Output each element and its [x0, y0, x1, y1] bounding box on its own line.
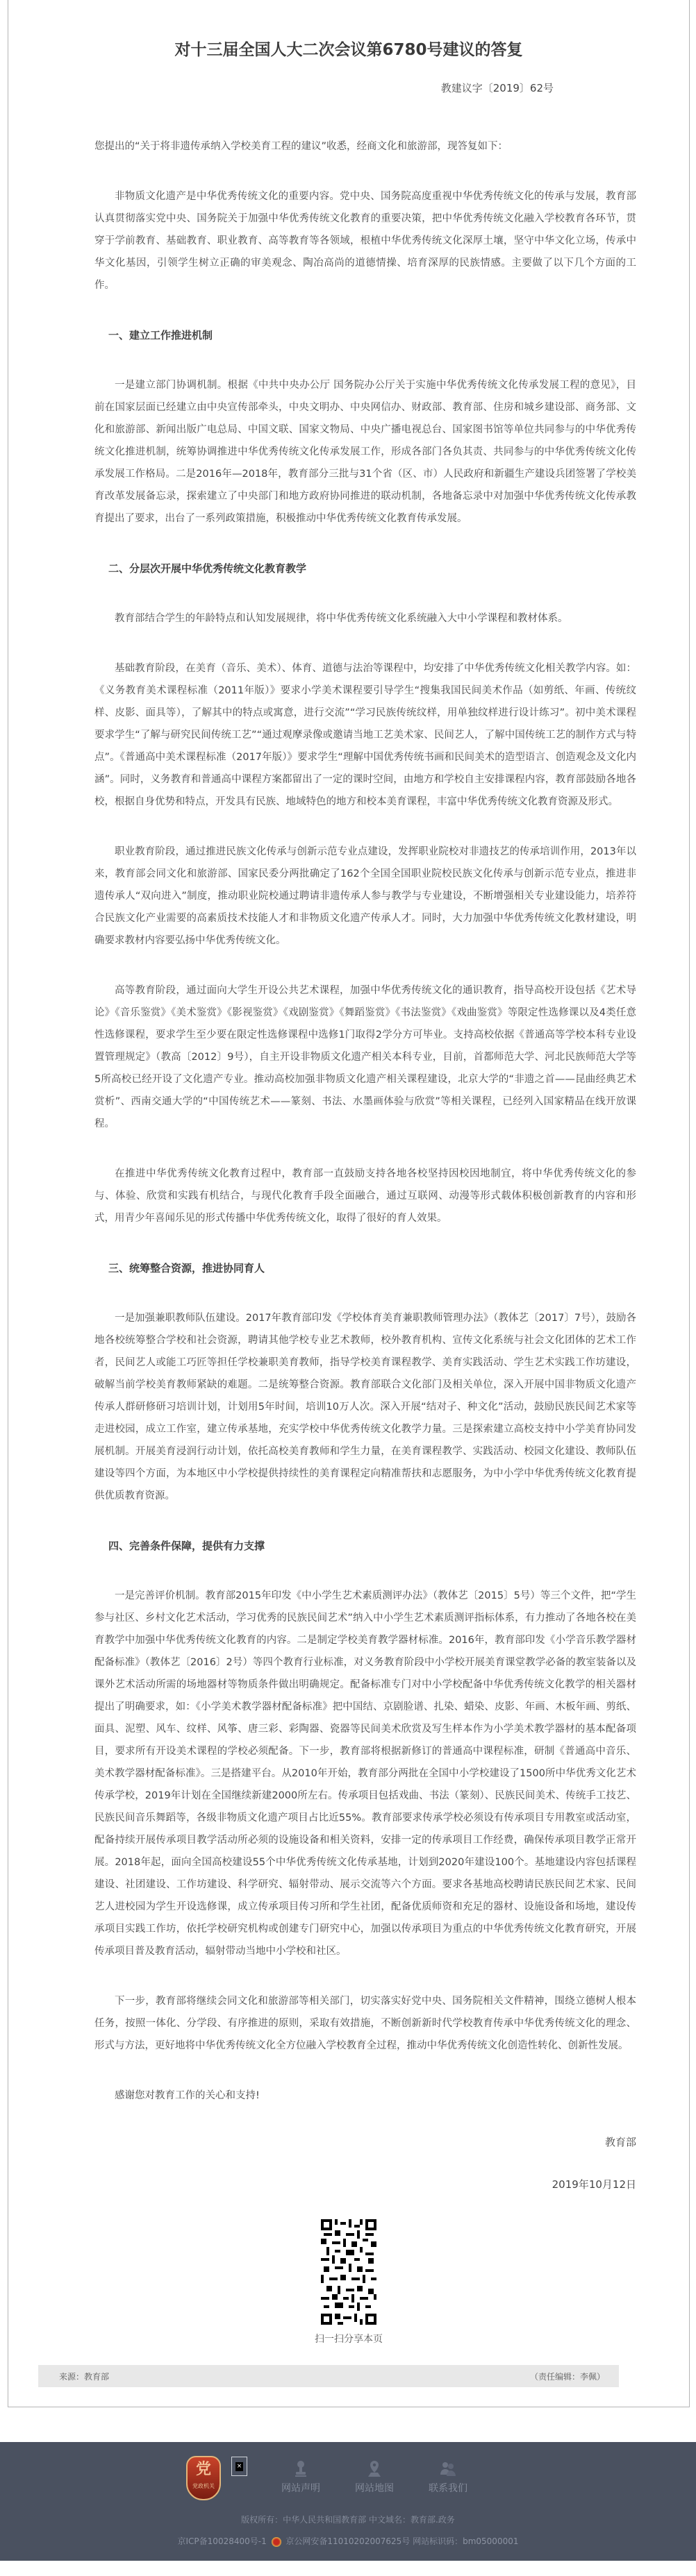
map-pin-icon: [338, 2457, 411, 2477]
section-heading-1: 一、建立工作推进机制: [108, 329, 213, 342]
document-number: 教建议字〔2019〕62号: [440, 82, 554, 94]
party-government-badge-icon[interactable]: [186, 2456, 221, 2500]
footer-link-label: 网站地图: [355, 2483, 394, 2494]
share-block: [8, 2219, 689, 2346]
date: 2019年10月12日: [552, 2178, 636, 2191]
source-label: 来源：教育部: [59, 2371, 110, 2382]
paragraph: 一是加强兼职教师队伍建设。2017年教育部印发《学校体育美育兼职教师管理办法》（教体艺〔2017〕7号），鼓励各地各校统筹整合学校和社会资源，聘请其他学校专业艺术教师，校外教育机构、宣传文化系统与社会文化团体的艺术工作者，民间艺人或能工巧匠等担任学校兼职美育教师，指导学校美育课程教学、美育实践活动、学生艺术实践工作坊建设，破解当前学校美育教师紧缺的难题。二是统筹整合资源。教育部联合文化部门及相关单位，深入开展中国非物质文化遗产传承人群研修研习培训计划，计划用5年时间，培训10万人次。深入开展“结对子、种文化”活动，鼓励民族民间艺术家等走进校园，成立工作室，建立传承基地，充实学校中华优秀传统文化教学力量。三是探索建立高校支持中小学美育协同发展机制。开展美育浸润行动计划，依托高校美育教师和学生力量，在美育课程教学、实践活动、校园文化建设、教师队伍建设等四个方面，为本地区中小学校提供持续性的美育课程定向精准帮扶和志愿服务，为中小学中华优秀传统文化教育提供优质教育资源。: [94, 1313, 636, 1501]
badge-text: 党政机关: [192, 2483, 215, 2489]
footer-link-statement[interactable]: [264, 2457, 338, 2495]
police-record-link[interactable]: 京公网安备11010202007625号: [285, 2536, 411, 2546]
paragraph: 一是建立部门协调机制。根据《中共中央办公厅 国务院办公厅关于实施中华优秀传统文化传承发展工程的意见》，目前在国家层面已经建立由中央宣传部牵头，中央文明办、中央网信办、财政部、教育部、住房和城乡建设部、商务部、文化和旅游部、新闻出版广电总局、中国文联、国家文物局、中央广播电视总台、国家图书馆等单位共同参与的中华优秀传统文化推进机制，统筹协调推进中华优秀传统文化传承发展工作，形成各部门各负其责、共同参与的中华优秀传统文化传承发展工作格局。二是2016年—2018年，教育部分三批与31个省（区、市）人民政府和新疆生产建设兵团签署了学校美育改革发展备忘录，探索建立了中央部门和地方政府协同推进的联动机制，各地备忘录中对加强中华优秀传统文化传承教育提出了要求，出台了一系列政策措施，积极推动中华优秀传统文化教育传承发展。: [94, 380, 636, 524]
icp-link[interactable]: 京ICP备10028400号-1: [177, 2536, 267, 2546]
paragraph: 教育部结合学生的年龄特点和认知发展规律，将中华优秀传统文化系统融入大中小学课程和教材体系。: [115, 613, 568, 624]
signature: 教育部: [604, 2136, 636, 2148]
stamp-icon: [264, 2457, 338, 2477]
site-code: 网站标识码：bm05000001: [413, 2536, 519, 2546]
footer-links: [264, 2457, 485, 2495]
paragraph: 职业教育阶段，通过推进民族文化传承与创新示范专业点建设，发挥职业院校对非遗技艺的传承培训作用，2013年以来，教育部会同文化和旅游部、国家民委分两批确定了162个全国全国职业院校民族文化传承与创新示范专业点，推进非遗传承人“双向进入”制度，推动职业院校通过聘请非遗传承人参与教学与专业建设，不断增强相关专业建设能力，培养符合民族文化产业需要的高素质技术技能人才和非物质文化遗产传承人才。同时，大力加强中华优秀传统文化教材建设，明确要求教材内容要弘扬中华优秀传统文化。: [94, 846, 636, 946]
police-badge-icon: [272, 2537, 281, 2547]
paragraph: 一是完善评价机制。教育部2015年印发《中小学生艺术素质测评办法》（教体艺〔2015〕5号）等三个文件，把“学生参与社区、乡村文化艺术活动，学习优秀的民族民间艺术”纳入中小学生艺术素质测评指标体系，有力推动了各地各校在美育教学中加强中华优秀传统文化教育的内容。二是制定学校美育教学器材标准。2016年，教育部印发《小学音乐教学器材配备标准》（教体艺〔2016〕2号）等四个教育行业标准，对义务教育阶段中小学校开展美育课堂教学必备的教室装备以及课外艺术活动所需的场地器材等物质条件做出明确规定。配备标准专门对中小学校配备中华优秀传统文化教学的相关器材提出了明确要求，如：《小学美术教学器材配备标准》把中国结、京剧脸谱、扎染、蜡染、皮影、年画、木板年画、剪纸、面具、泥塑、风车、纹样、风筝、唐三彩、彩陶器、瓷器等民间美术欣赏及写生样本作为小学美术教学器材的基本配备项目，要求所有开设美术课程的学校必须配备。下一步，教育部将根据新修订的普通高中课程标准，研制《普通高中音乐、美术教学器材配备标准》。三是搭建平台。从2010年开始，教育部分两批在全国中小学校建设了1500所中华优秀文化艺术传承学校，2019年计划在全国继续新建2000所左右。传承项目包括戏曲、书法（篆刻）、民族民间美术、传统手工技艺、民族民间音乐舞蹈等，各级非物质文化遗产项目占比近55%。教育部要求传承学校必须设有传承项目专用教室或活动室，配备持续开展传承项目教学活动所必须的设施设备和相关资料，安排一定的传承项目工作经费，确保传承项目教学正常开展。2018年起，面向全国高校建设55个中华优秀传统文化传承基地，计划到2020年建设100个。基地建设内容包括课程建设、社团建设、工作坊建设、科学研究、辐射带动、展示交流等六个方面。要求各基地高校聘请民族民间艺术家、民间艺人进校园为学生开设选修课，成立传承项目传习所和学生社团，配备优质师资和充足的器材、设施设备和场地，建设传承项目实践工作坊，依托学校研究机构或创建专门研究中心，加强以传承项目为重点的中华优秀传统文化教育研究，开展传承项目普及教育活动，辐射带动当地中小学校和社区。: [94, 1590, 636, 1957]
footer-link-contact[interactable]: [411, 2457, 485, 2495]
section-heading-3: 三、统筹整合资源，推进协同育人: [108, 1262, 265, 1274]
closing: 感谢您对教育工作的关心和支持!: [115, 2090, 260, 2101]
paragraph: 在推进中华优秀传统文化教育过程中，教育部一直鼓励支持各地各校坚持因校因地制宜，将中华优秀传统文化的参与、体验、欣赏和实践有机结合，与现代化教育手段全面融合，通过互联网、动漫等形式载体积极创新教育的内容和形式，用青少年喜闻乐见的形式传播中华优秀传统文化，取得了很好的育人效果。: [94, 1168, 636, 1224]
record-info: [0, 2535, 696, 2547]
footer-link-label: 网站声明: [281, 2483, 320, 2494]
paragraph: 下一步，教育部将继续会同文化和旅游部等相关部门，切实落实好党中央、国务院相关文件精神，围绕立德树人根本任务，按照一体化、分学段、有序推进的原则，采取有效措施，不断创新新时代学校教育传承中华优秀传统文化的理念、形式与方法，更好地将中华优秀传统文化全方位融入学校教育全过程，推动中华优秀传统文化创造性转化、创新性发展。: [94, 1996, 636, 2051]
site-footer: [0, 2442, 696, 2561]
footer-link-label: 联系我们: [429, 2483, 467, 2494]
paragraph: 高等教育阶段，通过面向大学生开设公共艺术课程，加强中华优秀传统文化的通识教育，指导高校开设包括《艺术导论》《音乐鉴赏》《美术鉴赏》《影视鉴赏》《戏剧鉴赏》《舞蹈鉴赏》《书法鉴赏》《戏曲鉴赏》等限定性选修课以及4类任意性选修课程，要求学生至少要在限定性选修课程中选修1门取得2学分方可毕业。支持高校依据《普通高等学校本科专业设置管理规定》（教高〔2012〕9号），自主开设非物质文化遗产相关本科专业，目前，首都师范大学、河北民族师范大学等5所高校已经开设了文化遗产专业。推动高校加强非物质文化遗产相关课程建设，北京大学的“非遗之首——昆曲经典艺术赏析”、西南交通大学的“中国传统艺术——篆刻、书法、水墨画体验与欣赏”等相关课程，已经列入国家精品在线开放课程。: [94, 985, 636, 1129]
paragraph: 基础教育阶段，在美育（音乐、美术）、体育、道德与法治等课程中，均安排了中华优秀传统文化相关教学内容。如：《义务教育美术课程标准（2011年版）》要求小学美术课程要引导学生“搜集我国民间美术作品（如剪纸、年画、传统纹样、皮影、面具等），了解其中的特点或寓意，进行交流”“学习民族传统纹样，用单独纹样进行设计练习”。初中美术课程要求学生“了解与研究民间传统工艺”“通过观摩录像或邀请当地工艺美术家、民间艺人，了解中国传统工艺的制作方式与特点”。《普通高中美术课程标准（2017年版）》要求学生“理解中国优秀传统书画和民间美术的造型语言、创造观念及文化内涵”。同时，义务教育和普通高中课程方案都留出了一定的课时空间，由地方和学校自主安排课程内容，教育部鼓励各地各校，根据自身优势和特点，开发具有民族、地域特色的地方和校本美育课程，丰富中华优秀传统文化教育资源及形式。: [94, 663, 636, 807]
editor-label: （责任编辑：李佩）: [529, 2371, 605, 2382]
copyright-text: 版权所有：中华人民共和国教育部 中文域名：教育部.政务: [241, 2515, 455, 2525]
article-meta-bar: [38, 2365, 619, 2387]
contacts-icon: [411, 2457, 485, 2477]
article-card: [8, 0, 690, 2407]
qr-code-icon: [321, 2219, 376, 2325]
intro-paragraph: 非物质文化遗产是中华优秀传统文化的重要内容。党中央、国务院高度重视中华优秀传统文化的传承与发展，教育部认真贯彻落实党中央、国务院关于加强中华优秀传统文化教育的重要决策，把中华优秀传统文化融入学校教育各环节，贯穿于学前教育、基础教育、职业教育、高等教育等各领域，根植中华优秀传统文化深厚土壤，坚守中华文化立场，传承中华文化基因，引领学生树立正确的审美观念、陶冶高尚的道德情操、培育深厚的民族情感。主要做了以下几个方面的工作。: [94, 191, 636, 291]
article-body: [8, 95, 689, 2191]
section-heading-2: 二、分层次开展中华优秀传统文化教育教学: [108, 562, 307, 575]
badge-glyph: 党: [195, 2461, 211, 2478]
salutation: 您提出的“关于将非遗传承纳入学校美育工程的建议”收悉，经商文化和旅游部，现答复如下：: [94, 141, 508, 152]
share-label: 扫一扫分享本页: [315, 2334, 383, 2345]
page-title: 对十三届全国人大二次会议第6780号建议的答复: [174, 41, 523, 59]
footer-link-sitemap[interactable]: [338, 2457, 411, 2495]
broken-image-icon[interactable]: ×: [231, 2457, 247, 2476]
section-heading-4: 四、完善条件保障，提供有力支撑: [108, 1540, 265, 1552]
